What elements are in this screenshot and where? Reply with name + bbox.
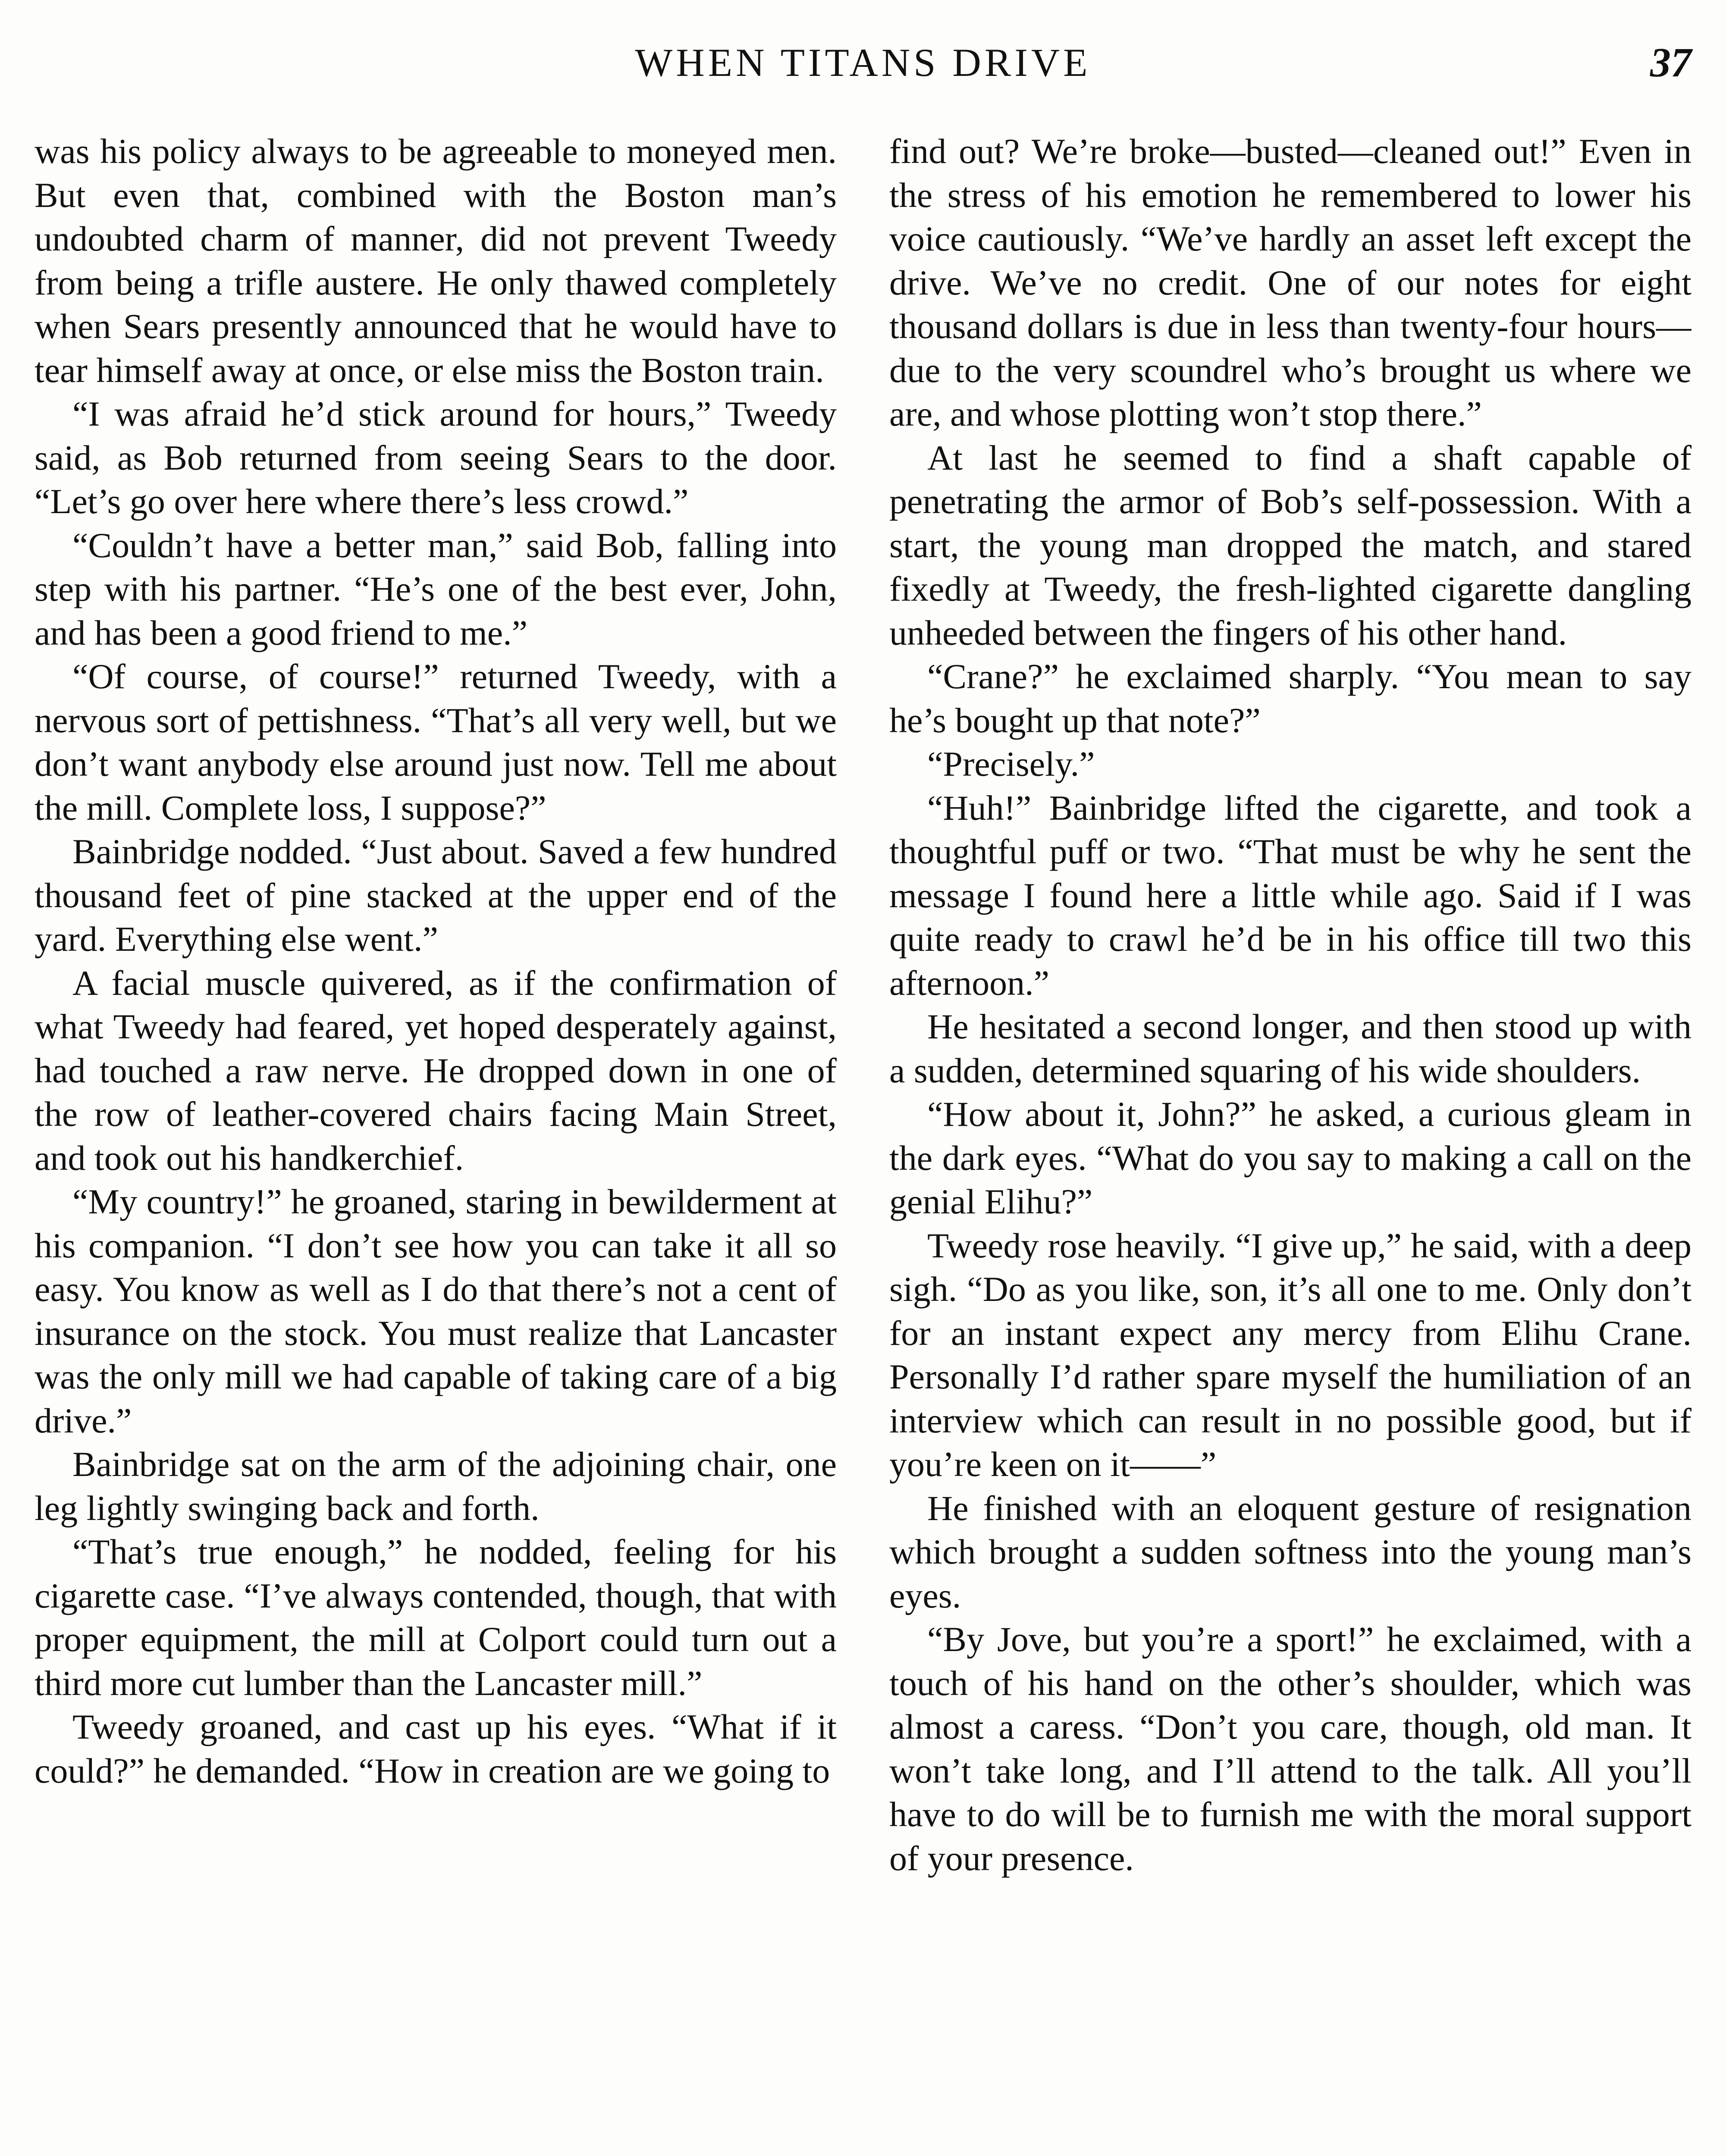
- right-column: [889, 129, 1691, 2156]
- paragraph: “Couldn’t have a better man,” said Bob, falling into step with his partner. “He’s one of the best ever, John, and has been a good friend to me.”: [35, 525, 837, 652]
- paragraph: find out? We’re broke—busted—cleaned out!” Even in the stress of his emotion he remembered to lower his voice cautiously. “We’ve hardly an asset left except the drive. We’ve no credit. One of our notes for eight thousand dollars is due in less than twenty-four hours—due to the very scoundrel who’s brought us where we are, and whose plotting won’t stop there.”: [889, 132, 1691, 433]
- running-title: WHEN TITANS DRIVE: [635, 41, 1091, 85]
- paragraph: He finished with an eloquent gesture of resignation which brought a sudden softness into the young man’s eyes.: [889, 1488, 1691, 1615]
- paragraph: “Of course, of course!” returned Tweedy, with a nervous sort of pettishness. “That’s all very well, but we don’t want anybody else around just now. Tell me about the mill. Complete loss, I suppose?”: [35, 657, 837, 827]
- paragraph: He hesitated a second longer, and then stood up with a sudden, determined squaring of his wide shoulders.: [889, 1007, 1691, 1090]
- paragraph: “I was afraid he’d stick around for hours,” Tweedy said, as Bob returned from seeing Sears to the door. “Let’s go over here where there’s less crowd.”: [35, 394, 837, 521]
- paragraph: “By Jove, but you’re a sport!” he exclaimed, with a touch of his hand on the other’s shoulder, which was almost a caress. “Don’t you care, though, old man. It won’t take long, and I’ll attend to the talk. All you’ll have to do will be to furnish me with the moral support of your presence.: [889, 1620, 1691, 1878]
- paragraph: Bainbridge nodded. “Just about. Saved a few hundred thousand feet of pine stacked at the upper end of the yard. Everything else went.”: [35, 832, 837, 959]
- paragraph: Bainbridge sat on the arm of the adjoining chair, one leg lightly swinging back and forth.: [35, 1445, 837, 1528]
- paragraph: was his policy always to be agreeable to moneyed men. But even that, combined with the Boston man’s undoubted charm of manner, did not prevent Tweedy from being a trifle austere. He only thawed completely when Sears presently announced that he would have to tear himself away at once, or else miss the Boston train.: [35, 132, 837, 390]
- paragraph: Tweedy rose heavily. “I give up,” he said, with a deep sigh. “Do as you like, son, it’s all one to me. Only don’t for an instant expect any mercy from Elihu Crane. Personally I’d rather spare myself the humiliation of an interview which can result in no possible good, but if you’re keen on it——”: [889, 1225, 1691, 1484]
- paragraph: “How about it, John?” he asked, a curious gleam in the dark eyes. “What do you say to making a call on the genial Elihu?”: [889, 1094, 1691, 1221]
- page-header: [35, 34, 1691, 91]
- paragraph: At last he seemed to find a shaft capable of penetrating the armor of Bob’s self-possession. With a start, the young man dropped the match, and stared fixedly at Tweedy, the fresh-lighted cigarette dangling unheeded between the fingers of his other hand.: [889, 438, 1691, 652]
- paragraph: Tweedy groaned, and cast up his eyes. “What if it could?” he demanded. “How in creation are we going to: [35, 1707, 837, 1790]
- paragraph: “My country!” he groaned, staring in bewilderment at his companion. “I don’t see how you can take it all so easy. You know as well as I do that there’s not a cent of insurance on the stock. You must realize that Lancaster was the only mill we had capable of taking care of a big drive.”: [35, 1182, 837, 1440]
- page-number: 37: [1650, 39, 1691, 85]
- paragraph: “Huh!” Bainbridge lifted the cigarette, and took a thoughtful puff or two. “That must be why he sent the message I found here a little while ago. Said if I was quite ready to crawl he’d be in his office till two this afternoon.”: [889, 788, 1691, 1003]
- paragraph: “Precisely.”: [927, 744, 1095, 783]
- paragraph: A facial muscle quivered, as if the confirmation of what Tweedy had feared, yet hoped desperately against, had touched a raw nerve. He dropped down in one of the row of leather-covered chairs facing Main Street, and took out his handkerchief.: [35, 963, 837, 1178]
- paragraph: “That’s true enough,” he nodded, feeling for his cigarette case. “I’ve always contended, though, that with proper equipment, the mill at Colport could turn out a third more cut lumber than the Lancaster mill.”: [35, 1532, 837, 1703]
- text-columns: [35, 129, 1691, 2156]
- left-column: [35, 129, 837, 2156]
- paragraph: “Crane?” he exclaimed sharply. “You mean to say he’s bought up that note?”: [889, 657, 1691, 740]
